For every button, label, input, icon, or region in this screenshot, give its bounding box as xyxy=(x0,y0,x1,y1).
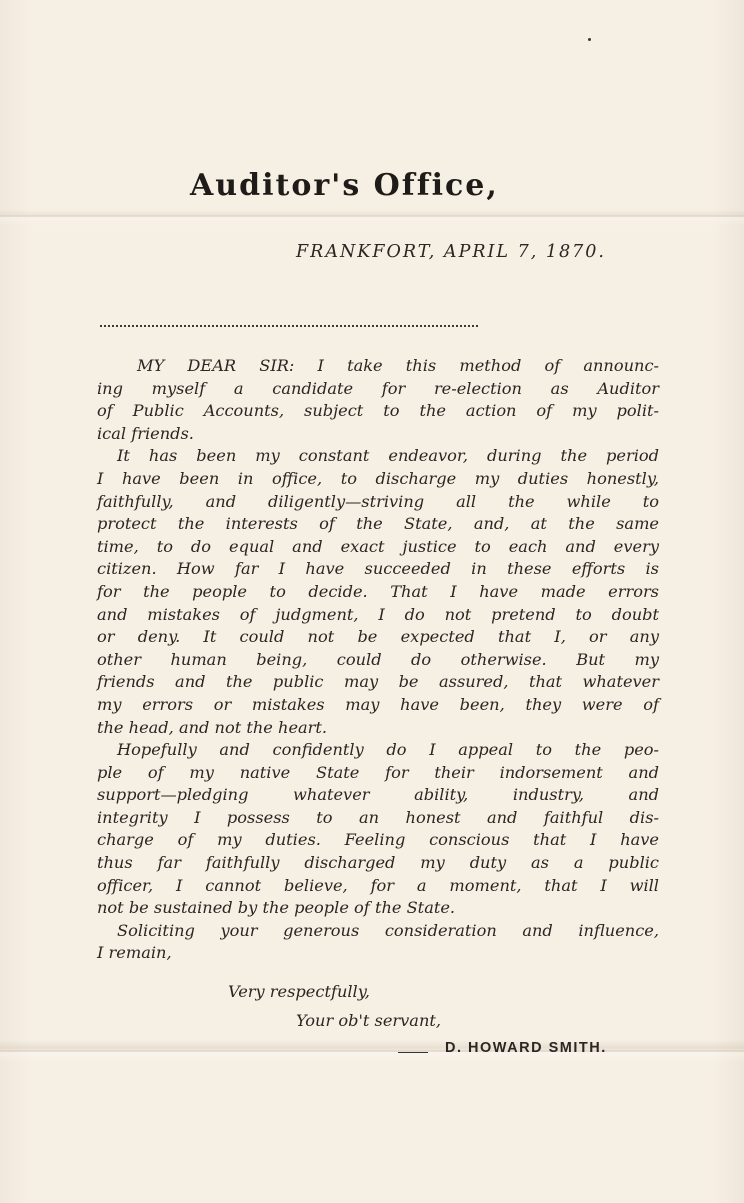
body-line: officer, I cannot believe, for a moment, that I will xyxy=(97,875,659,895)
signature-dash xyxy=(398,1052,428,1053)
body-line: charge of my duties. Feeling conscious that I have xyxy=(97,830,659,850)
body-line: citizen. How far I have succeeded in these efforts is xyxy=(97,559,659,579)
dotted-rule xyxy=(100,325,478,327)
body-line: Hopefully and confidently do I appeal to the peo- xyxy=(117,740,659,760)
body-line: I remain, xyxy=(97,943,172,963)
body-line: for the people to decide. That I have made errors xyxy=(97,581,659,601)
body-line: Soliciting your generous consideration and influence, xyxy=(117,920,659,940)
body-line: ing myself a candidate for re-election as Auditor xyxy=(97,378,659,398)
body-line: the head, and not the heart. xyxy=(97,717,328,737)
body-line: of Public Accounts, subject to the action of my polit- xyxy=(97,401,659,421)
dateline: FRANKFORT, APRIL 7, 1870. xyxy=(296,242,606,262)
body-line: time, to do equal and exact justice to each and every xyxy=(97,536,659,556)
body-line: my errors or mistakes may have been, they were of xyxy=(97,694,659,714)
body-line: It has been my constant endeavor, during the period xyxy=(117,446,659,466)
body-line: protect the interests of the State, and, at the same xyxy=(97,514,659,534)
body-line: and mistakes of judgment, I do not pretend to doubt xyxy=(97,604,659,624)
letterhead-title: Auditor's Office, xyxy=(190,168,499,203)
body-line: not be sustained by the people of the State. xyxy=(97,898,456,918)
paper-fold xyxy=(0,215,744,217)
body-line: friends and the public may be assured, that whatever xyxy=(97,672,659,692)
letter-body xyxy=(97,355,659,965)
body-line: MY DEAR SIR: I take this method of announc- xyxy=(137,356,659,375)
body-line: other human being, could do otherwise. But my xyxy=(97,649,659,669)
paper-fold xyxy=(0,1050,744,1052)
servant-line: Your ob't servant, xyxy=(296,1011,442,1030)
body-line: support—pledging whatever ability, industry, and xyxy=(97,785,659,805)
body-line: thus far faithfully discharged my duty as a public xyxy=(97,853,659,873)
valediction: Very respectfully, xyxy=(228,982,370,1001)
body-line: ple of my native State for their indorsement and xyxy=(97,762,659,782)
ink-speck xyxy=(588,38,591,41)
body-line: faithfully, and diligently—striving all the while to xyxy=(97,491,659,511)
body-line: or deny. It could not be expected that I, or any xyxy=(97,627,659,647)
body-line: I have been in office, to discharge my duties honestly, xyxy=(97,468,659,488)
body-line: integrity I possess to an honest and faithful dis- xyxy=(97,807,659,827)
body-line: ical friends. xyxy=(97,423,194,443)
signature: D. HOWARD SMITH. xyxy=(445,1040,607,1056)
